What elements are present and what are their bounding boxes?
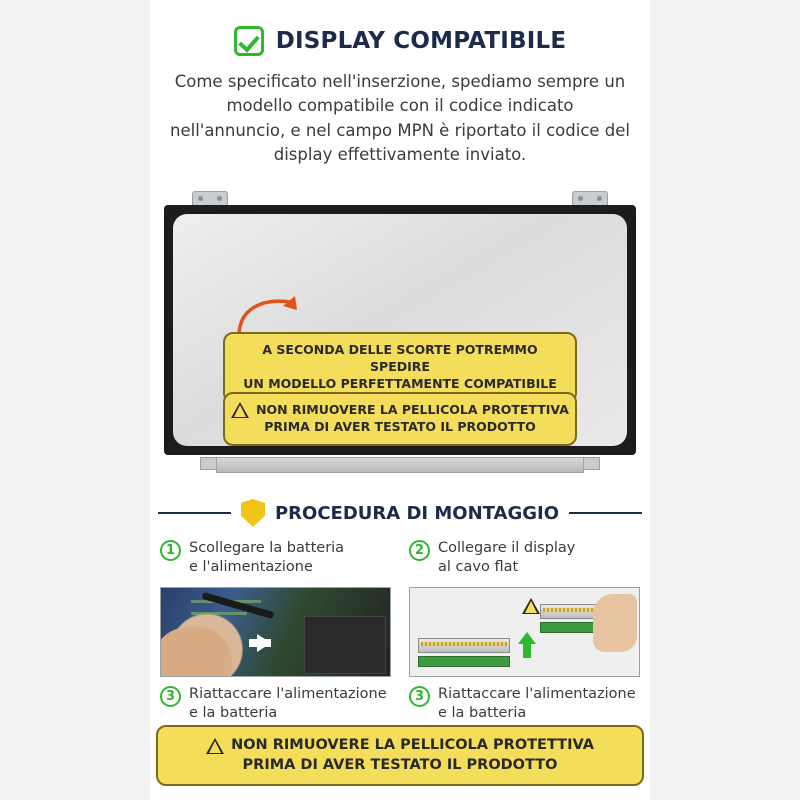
right-margin-rail <box>650 0 800 800</box>
film-notice-box <box>223 392 577 446</box>
content-column <box>150 0 650 800</box>
step-label-line1: Scollegare la batteria <box>189 540 345 556</box>
pcb-trace <box>191 612 247 615</box>
procedure-steps <box>160 539 640 727</box>
page-title: DISPLAY COMPATIBILE <box>275 28 567 54</box>
footer-warning-banner <box>156 725 644 786</box>
warning-triangle-icon: ! <box>206 738 224 754</box>
stock-notice-line1: A SECONDA DELLE SCORTE POTREMMO SPEDIRE <box>262 342 538 374</box>
step-number: 1 <box>160 540 181 561</box>
lcd-screen-surface <box>173 214 627 446</box>
step-label <box>189 685 387 724</box>
laptop-battery-disconnect-photo <box>160 587 391 677</box>
step-label-line1: Collegare il display <box>438 540 576 556</box>
step-item <box>409 685 640 727</box>
display-illustration <box>156 185 644 485</box>
step-label <box>438 685 636 724</box>
mount-bracket-left-icon <box>192 191 228 206</box>
lcd-panel <box>164 205 636 455</box>
step-label-line2: al cavo flat <box>438 559 519 576</box>
step-item <box>160 685 391 727</box>
warning-triangle-icon: ! <box>522 598 540 614</box>
procedure-column-left <box>160 539 391 727</box>
stock-notice-line2: UN MODELLO PERFETTAMENTE COMPATIBILE <box>243 375 557 391</box>
shield-icon <box>241 499 265 527</box>
film-notice-line2: PRIMA DI AVER TESTATO IL PRODOTTO <box>264 418 536 434</box>
step-label <box>438 539 575 578</box>
procedure-column-right <box>409 539 640 727</box>
display-flat-cable-connect-photo <box>409 587 640 677</box>
flat-cable <box>418 656 510 667</box>
divider-right <box>569 512 642 514</box>
step-label-line2: e la batteria <box>438 705 527 722</box>
header <box>150 0 650 56</box>
hand-shape <box>593 594 637 652</box>
intro-paragraph: Come specificato nell'inserzione, spediamo sempre un modello compatibile con il codice indicato nell'annuncio, e nel campo MPN è riportato il codice del display effettivamente inviato. <box>170 72 630 164</box>
step-label <box>189 539 344 578</box>
left-margin-rail <box>0 0 150 800</box>
step-label-line2: e l'alimentazione <box>189 559 313 576</box>
procedure-title: PROCEDURA DI MONTAGGIO <box>274 502 560 524</box>
step-item <box>160 539 391 581</box>
hand-shape <box>160 619 237 677</box>
step-number: 2 <box>409 540 430 561</box>
step-item <box>409 539 640 581</box>
warning-triangle-icon: ! <box>231 402 249 418</box>
battery-block <box>304 616 386 674</box>
procedure-header <box>158 499 642 527</box>
step-label-line2: e la batteria <box>189 705 278 722</box>
film-notice-line1: NON RIMUOVERE LA PELLICOLA PROTETTIVA <box>256 402 569 417</box>
divider-left <box>158 512 231 514</box>
flat-connector <box>418 638 510 653</box>
insert-arrow-icon <box>518 632 536 644</box>
check-badge-icon <box>234 26 264 56</box>
mount-bracket-right-icon <box>572 191 608 206</box>
direction-arrow-icon <box>257 634 271 652</box>
footer-line2: PRIMA DI AVER TESTATO IL PRODOTTO <box>242 756 558 773</box>
step-number: 3 <box>160 686 181 707</box>
step-label-line1: Riattaccare l'alimentazione <box>189 686 387 702</box>
panel-foot-tab-right <box>582 457 600 470</box>
step-number: 3 <box>409 686 430 707</box>
panel-foot-strip <box>216 457 584 473</box>
step-label-line1: Riattaccare l'alimentazione <box>438 686 636 702</box>
footer-line1: NON RIMUOVERE LA PELLICOLA PROTETTIVA <box>231 737 594 754</box>
